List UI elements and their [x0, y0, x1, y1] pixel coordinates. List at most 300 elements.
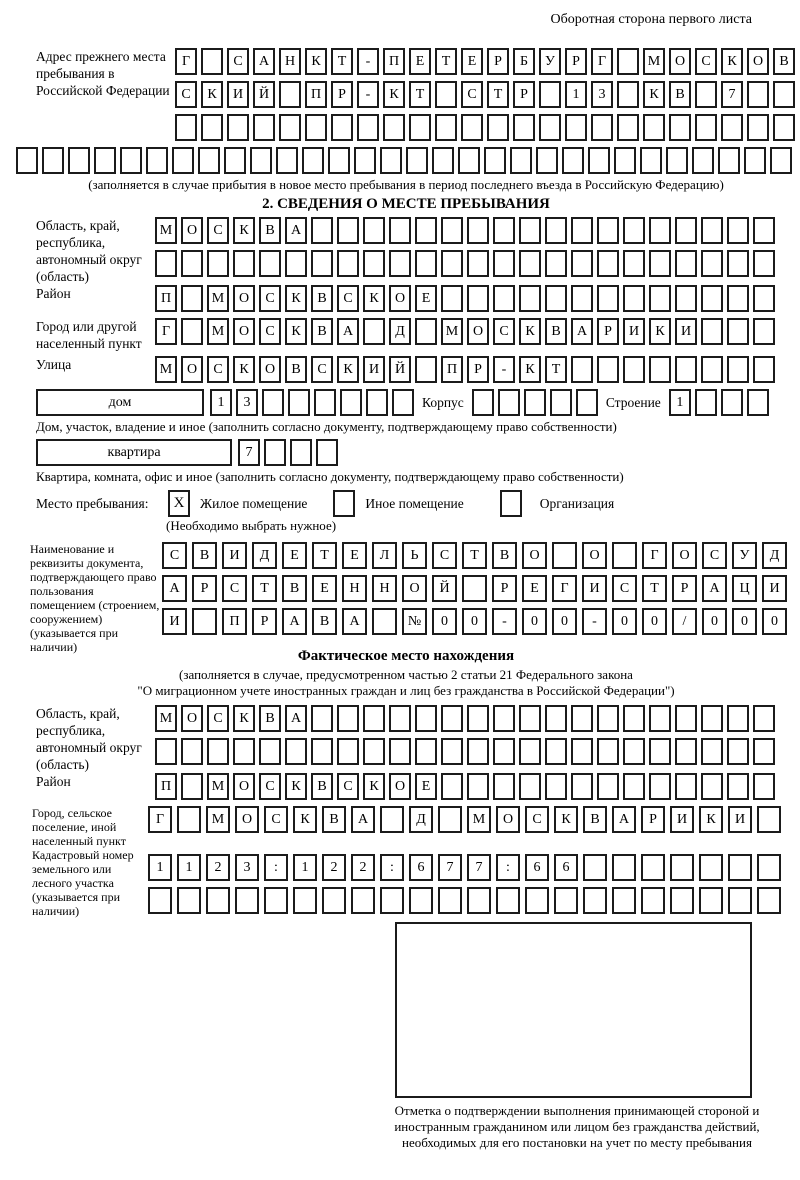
- char-box: [288, 389, 310, 416]
- char-box: -: [357, 48, 379, 75]
- char-box: Р: [492, 575, 517, 602]
- char-box: [389, 217, 411, 244]
- char-box: С: [461, 81, 483, 108]
- cadastre-rows: [148, 854, 781, 914]
- char-box: [487, 114, 509, 141]
- char-box: [571, 705, 593, 732]
- char-box: [554, 887, 578, 914]
- char-box: [155, 738, 177, 765]
- char-box: [227, 114, 249, 141]
- stroenie-boxes: [669, 389, 769, 416]
- char-box: [383, 114, 405, 141]
- char-box: [146, 147, 168, 174]
- char-box: 2: [351, 854, 375, 881]
- char-box: [550, 389, 572, 416]
- char-box: Е: [312, 575, 337, 602]
- house-type-box: [36, 389, 204, 416]
- char-box: П: [155, 285, 177, 312]
- char-box: [467, 705, 489, 732]
- char-box: А: [337, 318, 359, 345]
- char-box: [207, 738, 229, 765]
- char-box: А: [571, 318, 593, 345]
- char-box: [493, 773, 515, 800]
- char-box: В: [311, 318, 333, 345]
- char-box: [235, 887, 259, 914]
- char-box: [597, 356, 619, 383]
- char-box: А: [702, 575, 727, 602]
- char-box: 1: [565, 81, 587, 108]
- apartment-type-box: [36, 439, 232, 466]
- char-box: [409, 887, 433, 914]
- char-box: [290, 439, 312, 466]
- organization-label: Организация: [539, 496, 615, 511]
- other-premises-checkbox: [333, 490, 355, 517]
- region2-label: Область, край, республика, автономный округ (область): [36, 706, 142, 772]
- char-box: 1: [148, 854, 172, 881]
- char-box: Д: [409, 806, 433, 833]
- char-box: [545, 285, 567, 312]
- char-box: А: [342, 608, 367, 635]
- char-box: Г: [642, 542, 667, 569]
- char-box: [597, 705, 619, 732]
- char-box: С: [525, 806, 549, 833]
- char-box: [571, 738, 593, 765]
- char-box: [279, 81, 301, 108]
- region2-boxes-row-2: [155, 738, 775, 765]
- char-box: 3: [591, 81, 613, 108]
- char-box: С: [162, 542, 187, 569]
- char-box: П: [441, 356, 463, 383]
- char-box: [519, 773, 541, 800]
- char-box: [701, 318, 723, 345]
- char-box: К: [285, 285, 307, 312]
- char-box: С: [227, 48, 249, 75]
- char-box: Р: [672, 575, 697, 602]
- residential-checkbox: X: [168, 490, 190, 517]
- char-box: И: [762, 575, 787, 602]
- char-box: К: [201, 81, 223, 108]
- char-box: Т: [252, 575, 277, 602]
- char-box: [597, 738, 619, 765]
- char-box: [675, 285, 697, 312]
- char-box: [441, 738, 463, 765]
- char-box: [701, 773, 723, 800]
- char-box: 1: [669, 389, 691, 416]
- char-box: 6: [409, 854, 433, 881]
- char-box: 0: [732, 608, 757, 635]
- char-box: Д: [762, 542, 787, 569]
- char-box: [536, 147, 558, 174]
- region-boxes-row-1: [155, 217, 775, 244]
- char-box: /: [672, 608, 697, 635]
- char-box: [351, 887, 375, 914]
- document-boxes-row-1: [162, 542, 787, 569]
- char-box: Й: [253, 81, 275, 108]
- document-rows: [162, 542, 787, 635]
- char-box: 1: [177, 854, 201, 881]
- char-box: В: [282, 575, 307, 602]
- region2-boxes-row-1: [155, 705, 775, 732]
- prev-address-block: [16, 48, 796, 141]
- char-box: [354, 147, 376, 174]
- char-box: [363, 318, 385, 345]
- char-box: [432, 147, 454, 174]
- char-box: [744, 147, 766, 174]
- char-box: [415, 705, 437, 732]
- char-box: [467, 738, 489, 765]
- char-box: [545, 773, 567, 800]
- char-box: [498, 389, 520, 416]
- char-box: К: [363, 773, 385, 800]
- char-box: 6: [554, 854, 578, 881]
- char-box: [649, 285, 671, 312]
- char-box: [467, 773, 489, 800]
- actual-location-title: Фактическое место нахождения: [297, 648, 515, 664]
- char-box: О: [522, 542, 547, 569]
- street-boxes: [155, 356, 775, 383]
- char-box: [513, 114, 535, 141]
- char-box: С: [175, 81, 197, 108]
- char-box: [747, 114, 769, 141]
- char-box: [311, 217, 333, 244]
- char-box: У: [539, 48, 561, 75]
- char-box: [322, 887, 346, 914]
- char-box: М: [155, 356, 177, 383]
- char-box: М: [155, 217, 177, 244]
- char-box: [753, 773, 775, 800]
- korpus-label: Корпус: [422, 395, 464, 410]
- char-box: С: [337, 773, 359, 800]
- char-box: [337, 250, 359, 277]
- char-box: О: [582, 542, 607, 569]
- char-box: 2: [322, 854, 346, 881]
- char-box: Б: [513, 48, 535, 75]
- char-box: [571, 356, 593, 383]
- char-box: К: [363, 285, 385, 312]
- char-box: Н: [372, 575, 397, 602]
- char-box: [753, 217, 775, 244]
- char-box: [206, 887, 230, 914]
- char-box: [415, 356, 437, 383]
- char-box: [721, 114, 743, 141]
- char-box: [669, 114, 691, 141]
- cadastre-label: Кадастровый номер земельного или лесного участка (указывается при наличии): [32, 848, 134, 918]
- char-box: К: [721, 48, 743, 75]
- char-box: С: [259, 285, 281, 312]
- char-box: В: [545, 318, 567, 345]
- char-box: [305, 114, 327, 141]
- char-box: С: [612, 575, 637, 602]
- char-box: [701, 705, 723, 732]
- char-box: К: [643, 81, 665, 108]
- char-box: И: [162, 608, 187, 635]
- char-box: :: [496, 854, 520, 881]
- char-box: [493, 738, 515, 765]
- char-box: [415, 250, 437, 277]
- document-block: [16, 542, 796, 654]
- house-type-label: дом: [108, 394, 132, 410]
- char-box: О: [389, 773, 411, 800]
- char-box: [649, 250, 671, 277]
- char-box: В: [311, 285, 333, 312]
- char-box: С: [222, 575, 247, 602]
- char-box: [649, 217, 671, 244]
- char-box: В: [311, 773, 333, 800]
- char-box: М: [207, 285, 229, 312]
- char-box: [467, 285, 489, 312]
- char-box: Г: [591, 48, 613, 75]
- char-box: [493, 285, 515, 312]
- char-box: К: [285, 318, 307, 345]
- char-box: М: [441, 318, 463, 345]
- char-box: [233, 250, 255, 277]
- char-box: [462, 575, 487, 602]
- char-box: 0: [762, 608, 787, 635]
- char-box: [493, 250, 515, 277]
- char-box: [415, 738, 437, 765]
- char-box: [721, 389, 743, 416]
- char-box: Н: [342, 575, 367, 602]
- char-box: Г: [175, 48, 197, 75]
- char-box: [773, 114, 795, 141]
- char-box: [441, 705, 463, 732]
- char-box: 0: [642, 608, 667, 635]
- char-box: [701, 250, 723, 277]
- char-box: [181, 250, 203, 277]
- char-box: [276, 147, 298, 174]
- char-box: Р: [331, 81, 353, 108]
- char-box: 0: [612, 608, 637, 635]
- char-box: [539, 81, 561, 108]
- char-box: К: [233, 356, 255, 383]
- district2-boxes: [155, 773, 775, 800]
- char-box: У: [732, 542, 757, 569]
- char-box: [612, 854, 636, 881]
- char-box: В: [192, 542, 217, 569]
- char-box: Г: [155, 318, 177, 345]
- char-box: [340, 389, 362, 416]
- apartment-note: Квартира, комната, офис и иное (заполнить согласно документу, подтверждающему право собственности): [36, 469, 624, 484]
- char-box: [363, 250, 385, 277]
- char-box: [649, 738, 671, 765]
- char-box: [314, 389, 336, 416]
- char-box: Р: [597, 318, 619, 345]
- char-box: [545, 738, 567, 765]
- street-block: [16, 356, 796, 383]
- char-box: К: [233, 217, 255, 244]
- char-box: П: [305, 81, 327, 108]
- char-box: [552, 542, 577, 569]
- char-box: [675, 738, 697, 765]
- char-box: [181, 285, 203, 312]
- document-boxes-row-2: [162, 575, 787, 602]
- char-box: И: [728, 806, 752, 833]
- district2-label: Район: [36, 774, 71, 789]
- char-box: К: [519, 318, 541, 345]
- char-box: О: [181, 217, 203, 244]
- char-box: Е: [415, 773, 437, 800]
- char-box: [675, 705, 697, 732]
- char-box: [545, 250, 567, 277]
- char-box: [649, 705, 671, 732]
- char-box: [467, 887, 491, 914]
- char-box: [201, 114, 223, 141]
- actual-location-note-2: "О миграционном учете иностранных граждан и лиц без гражданства в Российской Федерации"): [137, 683, 675, 698]
- char-box: Н: [279, 48, 301, 75]
- char-box: [617, 114, 639, 141]
- char-box: [472, 389, 494, 416]
- char-box: [773, 81, 795, 108]
- char-box: В: [259, 705, 281, 732]
- document-boxes-row-3: [162, 608, 787, 635]
- city2-block: [16, 806, 796, 848]
- char-box: [311, 705, 333, 732]
- char-box: Е: [522, 575, 547, 602]
- char-box: [441, 217, 463, 244]
- char-box: [496, 887, 520, 914]
- char-box: [747, 81, 769, 108]
- char-box: 3: [235, 854, 259, 881]
- char-box: [316, 439, 338, 466]
- char-box: [597, 250, 619, 277]
- char-box: [695, 389, 717, 416]
- region-block: [16, 217, 796, 285]
- char-box: Т: [435, 48, 457, 75]
- char-box: А: [282, 608, 307, 635]
- char-box: С: [264, 806, 288, 833]
- prev-address-boxes-row-2: [175, 81, 795, 108]
- char-box: [539, 114, 561, 141]
- char-box: [675, 250, 697, 277]
- char-box: [519, 705, 541, 732]
- char-box: В: [259, 217, 281, 244]
- stay-block: [16, 490, 796, 517]
- char-box: [727, 285, 749, 312]
- char-box: [571, 250, 593, 277]
- char-box: В: [773, 48, 795, 75]
- char-box: [753, 738, 775, 765]
- char-box: [597, 217, 619, 244]
- char-box: [259, 738, 281, 765]
- char-box: [623, 773, 645, 800]
- prev-address-boxes-row-1: [175, 48, 795, 75]
- char-box: М: [643, 48, 665, 75]
- char-box: [701, 738, 723, 765]
- char-box: С: [702, 542, 727, 569]
- char-box: 0: [432, 608, 457, 635]
- char-box: [224, 147, 246, 174]
- char-box: [262, 389, 284, 416]
- char-box: [666, 147, 688, 174]
- cadastre-block: [16, 848, 796, 918]
- char-box: М: [207, 318, 229, 345]
- char-box: [649, 773, 671, 800]
- char-box: [467, 250, 489, 277]
- char-box: [623, 738, 645, 765]
- prev-address-label: Адрес прежнего места пребывания в Российской Федерации: [36, 49, 170, 98]
- char-box: П: [383, 48, 405, 75]
- char-box: И: [582, 575, 607, 602]
- char-box: [571, 773, 593, 800]
- char-box: С: [337, 285, 359, 312]
- char-box: 2: [206, 854, 230, 881]
- char-box: [670, 887, 694, 914]
- char-box: В: [583, 806, 607, 833]
- char-box: Й: [389, 356, 411, 383]
- char-box: [302, 147, 324, 174]
- char-box: [583, 854, 607, 881]
- char-box: [757, 806, 781, 833]
- char-box: [576, 389, 598, 416]
- char-box: [198, 147, 220, 174]
- char-box: [331, 114, 353, 141]
- char-box: Е: [461, 48, 483, 75]
- prev-address-boxes-row-4: [16, 147, 796, 174]
- char-box: Д: [252, 542, 277, 569]
- char-box: Т: [409, 81, 431, 108]
- char-box: М: [467, 806, 491, 833]
- char-box: [311, 738, 333, 765]
- char-box: [695, 114, 717, 141]
- char-box: [519, 285, 541, 312]
- char-box: 0: [552, 608, 577, 635]
- char-box: А: [285, 705, 307, 732]
- char-box: [701, 356, 723, 383]
- char-box: И: [222, 542, 247, 569]
- house-number-boxes: [210, 389, 414, 416]
- char-box: 7: [438, 854, 462, 881]
- char-box: И: [227, 81, 249, 108]
- char-box: [493, 705, 515, 732]
- char-box: Р: [487, 48, 509, 75]
- char-box: О: [669, 48, 691, 75]
- char-box: С: [432, 542, 457, 569]
- cadastre-boxes-row-2: [148, 887, 781, 914]
- char-box: [545, 217, 567, 244]
- char-box: [623, 250, 645, 277]
- house-note: Дом, участок, владение и иное (заполнить согласно документу, подтверждающему право собственности): [36, 419, 617, 434]
- char-box: [699, 854, 723, 881]
- char-box: [380, 887, 404, 914]
- char-box: О: [233, 773, 255, 800]
- char-box: [641, 887, 665, 914]
- char-box: [699, 887, 723, 914]
- char-box: [591, 114, 613, 141]
- char-box: П: [155, 773, 177, 800]
- char-box: О: [259, 356, 281, 383]
- char-box: Р: [192, 575, 217, 602]
- char-box: [172, 147, 194, 174]
- char-box: [623, 285, 645, 312]
- document-label: Наименование и реквизиты документа, подтверждающего право пользования помещением (строением, сооружением) (указывается при наличии): [30, 542, 160, 654]
- char-box: [389, 738, 411, 765]
- char-box: [177, 806, 201, 833]
- residential-label: Жилое помещение: [200, 496, 308, 511]
- char-box: [337, 738, 359, 765]
- char-box: Р: [513, 81, 535, 108]
- char-box: О: [233, 285, 255, 312]
- char-box: [264, 439, 286, 466]
- char-box: [623, 217, 645, 244]
- char-box: М: [206, 806, 230, 833]
- char-box: О: [181, 705, 203, 732]
- char-box: [279, 114, 301, 141]
- char-box: [770, 147, 792, 174]
- char-box: [623, 705, 645, 732]
- char-box: С: [259, 318, 281, 345]
- char-box: [415, 318, 437, 345]
- char-box: С: [207, 217, 229, 244]
